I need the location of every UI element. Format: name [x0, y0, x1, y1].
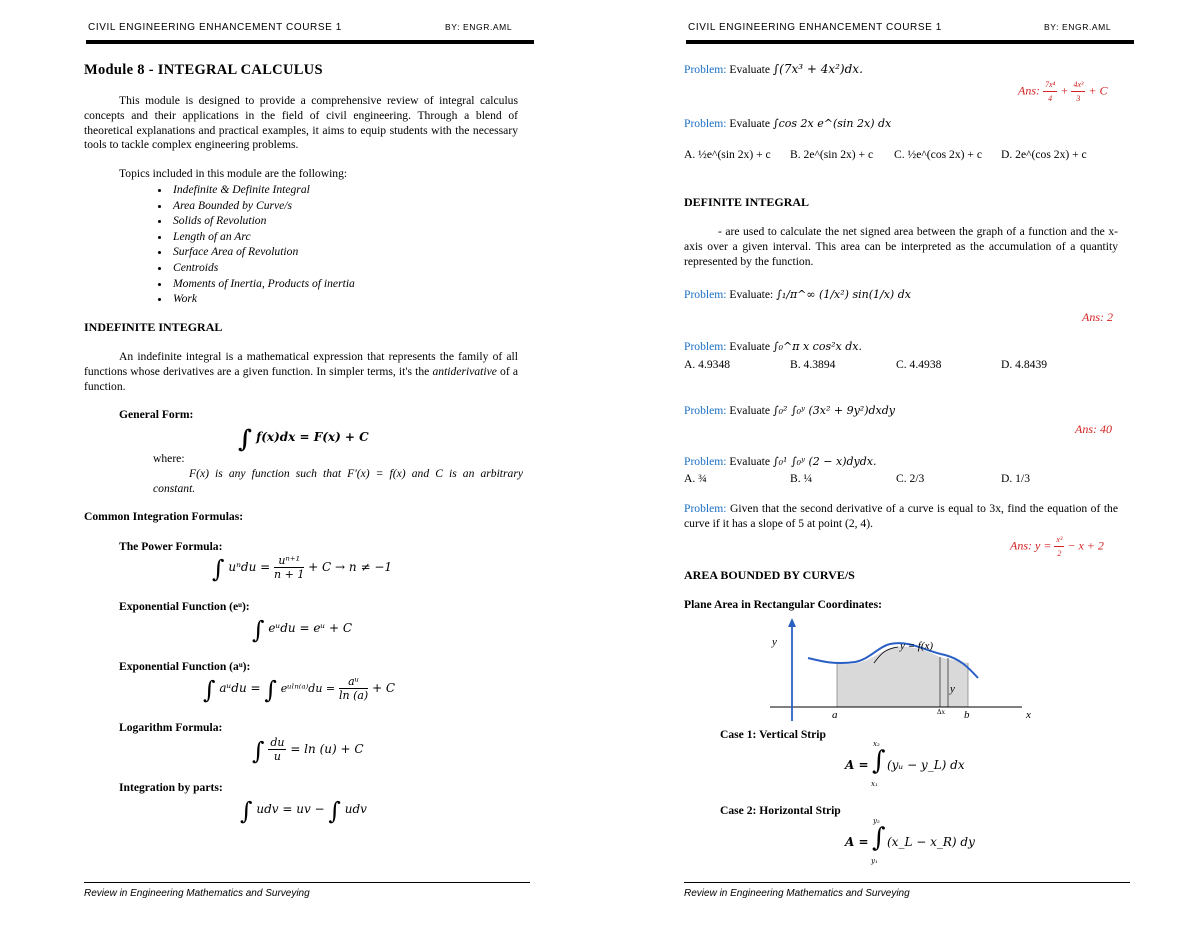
list-item: • Work	[171, 291, 355, 307]
exp-e-label: Exponential Function (eᵘ):	[119, 600, 250, 613]
exp-e-formula: ∫ eᵘdu = eᵘ + C	[252, 616, 353, 644]
problem-4: Problem: Evaluate ∫₀^π x cos²x dx.	[684, 340, 862, 353]
log-formula: ∫ $\frac{du}{u}$ = ln (u) + C	[252, 736, 364, 765]
case-1-formula: A = x₂ ∫ x₁ (yᵤ − y_L) dx	[845, 740, 965, 788]
case-2-formula: A = y₂ ∫ y₁ (x_L − x_R) dy	[845, 817, 975, 865]
y-axis-arrow-icon	[788, 618, 796, 627]
list-item: • Surface Area of Revolution	[171, 244, 355, 260]
right-page	[600, 0, 1200, 927]
problem-5-answer: Ans: 40	[1075, 422, 1112, 436]
problem-1-answer: Ans: $\frac{\text{7x⁴}}{4}$ + $\frac{\text{4x³}}{3}$ + C	[1018, 80, 1108, 103]
graph-y-label: y	[772, 636, 777, 648]
header-course: CIVIL ENGINEERING ENHANCEMENT COURSE 1	[88, 22, 342, 33]
graph-strip-label: y	[950, 683, 955, 695]
list-item: • Solids of Revolution	[171, 213, 355, 229]
problem-1: Problem: Evaluate ∫(7x³ + 4x²)dx.	[684, 62, 863, 76]
case-2-label: Case 2: Horizontal Strip	[720, 804, 841, 817]
exp-a-formula: ∫ aᵘdu = ∫ eᵘˡⁿ⁽ᵃ⁾du = $\frac{\text{aᵘ}}{\ln (a)}$ + C	[203, 675, 396, 704]
graph-a-label: a	[832, 709, 838, 721]
problem-6-choice-b: B. ¼	[790, 472, 813, 485]
header-author: BY: ENGR.AML	[1044, 22, 1112, 32]
indefinite-paragraph: An indefinite integral is a mathematical expression that represents the family of all functions whose derivatives are a given function. In simpler terms, it's the antiderivative of a function.	[84, 350, 519, 393]
problem-7: Problem: Given that the second derivative of a curve is equal to 3x, find the equation of the curve if it has a slope of 5 at point (2, 4).	[684, 502, 1118, 530]
problem-4-choice-b: B. 4.3894	[790, 358, 836, 371]
footer-text: Review in Engineering Mathematics and Surveying	[84, 888, 310, 899]
footer-text: Review in Engineering Mathematics and Surveying	[684, 888, 910, 899]
exp-a-label: Exponential Function (aᵘ):	[119, 660, 251, 673]
problem-2-choice-d: D. 2e^(cos 2x) + c	[1001, 148, 1087, 161]
header-rule	[86, 40, 534, 44]
list-item: • Length of an Arc	[171, 229, 355, 245]
intro-paragraph: This module is designed to provide a comprehensive review of integral calculus concepts and their applications in the field of civil engineering. Through a blend of theoretical explanations and practical examples, it aims to equip students with the necessary tools to tackle complex engineering problems.	[84, 94, 518, 152]
list-item: • Area Bounded by Curve/s	[171, 198, 355, 214]
plane-area-heading: Plane Area in Rectangular Coordinates:	[684, 598, 882, 611]
case-1-label: Case 1: Vertical Strip	[720, 728, 826, 741]
power-formula: ∫ uⁿdu = $\frac{\text{uⁿ⁺¹}}{n + 1}$ + C → n ≠ −1	[212, 554, 393, 583]
problem-2: Problem: Evaluate ∫cos 2x e^(sin 2x) dx	[684, 117, 892, 130]
problem-4-choice-c: C. 4.4938	[896, 358, 942, 371]
problem-3-answer: Ans: 2	[1082, 310, 1113, 324]
problem-6-choice-c: C. 2/3	[896, 472, 925, 485]
graph-x-label: x	[1026, 709, 1031, 721]
problem-2-choice-a: A. ½e^(sin 2x) + c	[684, 148, 771, 161]
header-author: BY: ENGR.AML	[445, 22, 513, 32]
problem-5: Problem: Evaluate ∫₀² ∫₀ʸ (3x² + 9y²)dxdy	[684, 404, 896, 417]
graph-b-label: b	[964, 709, 970, 721]
parts-formula: ∫ udv = uv − ∫ udv	[240, 797, 367, 825]
problem-4-choice-a: A. 4.9348	[684, 358, 731, 371]
general-form-label: General Form:	[119, 408, 194, 421]
list-item: • Moments of Inertia, Products of inertia	[171, 276, 355, 292]
problem-6: Problem: Evaluate ∫₀¹ ∫₀ʸ (2 − x)dydx.	[684, 455, 877, 468]
page-title: Module 8 - INTEGRAL CALCULUS	[84, 62, 323, 78]
list-item: • Centroids	[171, 260, 355, 276]
where-text: F(x) is any function such that F'(x) = f(x) and C is an arbitrary constant.	[153, 467, 523, 495]
general-form-formula: ∫ f(x)dx = F(x) + C	[238, 424, 369, 453]
where-label: where:	[153, 452, 185, 465]
topics-list	[153, 182, 355, 307]
problem-6-choice-a: A. ¾	[684, 472, 707, 485]
graph-curve-label: y = f(x)	[900, 640, 934, 652]
area-diagram	[760, 615, 1060, 725]
definite-paragraph: - are used to calculate the net signed area between the graph of a function and the x-axis over a given interval. This area can be interpreted as the accumulation of a quantity represented by the function.	[684, 225, 1118, 268]
topics-intro: Topics included in this module are the following:	[119, 167, 348, 180]
header-course: CIVIL ENGINEERING ENHANCEMENT COURSE 1	[688, 22, 942, 33]
problem-6-choice-d: D. 1/3	[1001, 472, 1030, 485]
area-heading: AREA BOUNDED BY CURVE/S	[684, 568, 855, 582]
power-formula-label: The Power Formula:	[119, 540, 223, 553]
problem-2-choice-c: C. ½e^(cos 2x) + c	[894, 148, 982, 161]
problem-4-choice-d: D. 4.8439	[1001, 358, 1048, 371]
problem-2-choice-b: B. 2e^(sin 2x) + c	[790, 148, 874, 161]
problem-7-answer: Ans: y = $\frac{\text{x³}}{2}$ − x + 2	[1010, 535, 1104, 558]
log-label: Logarithm Formula:	[119, 721, 223, 734]
indefinite-heading: INDEFINITE INTEGRAL	[84, 320, 223, 334]
definite-heading: DEFINITE INTEGRAL	[684, 195, 810, 209]
list-item: • Indefinite & Definite Integral	[171, 182, 355, 198]
header-rule	[686, 40, 1134, 44]
footer-rule	[84, 882, 530, 883]
problem-3: Problem: Evaluate: ∫₁/π^∞ (1/x²) sin(1/x) dx	[684, 288, 911, 301]
footer-rule	[684, 882, 1130, 883]
common-formulas-heading: Common Integration Formulas:	[84, 510, 244, 523]
parts-label: Integration by parts:	[119, 781, 223, 794]
graph-dx-label: Δx	[937, 708, 946, 716]
